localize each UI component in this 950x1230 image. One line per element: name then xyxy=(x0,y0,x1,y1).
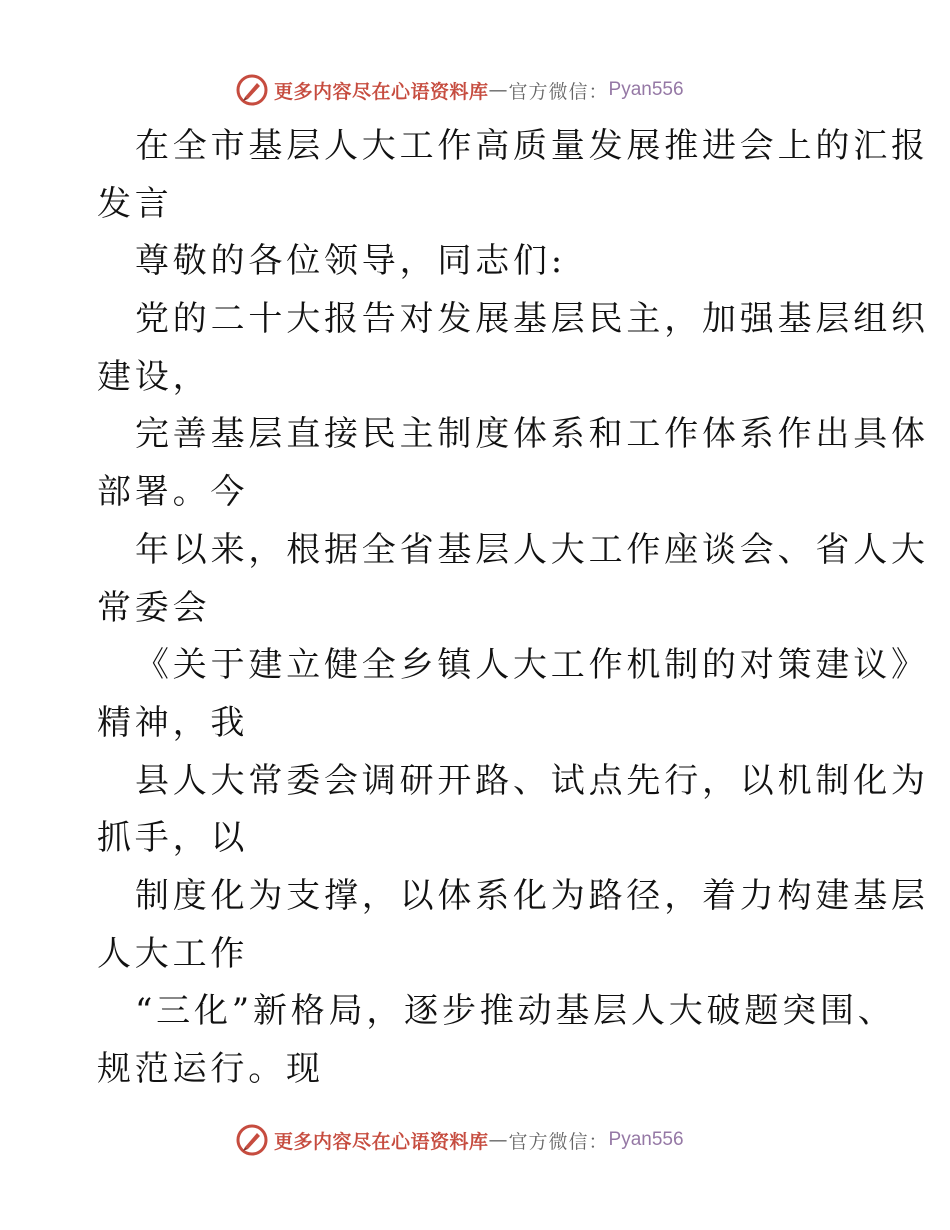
document-line: 《关于建立健全乡镇人大工作机制的对策建议》 xyxy=(135,645,929,686)
document-line: 抓手，以 xyxy=(97,818,249,859)
watermark-header xyxy=(236,72,684,108)
document-line: 发言 xyxy=(97,183,173,224)
document-body xyxy=(97,118,929,1099)
document-line: 尊敬的各位领导，同志们: xyxy=(135,241,567,282)
document-line: “三化”新格局，逐步推动基层人大破题突围、 xyxy=(135,991,896,1032)
document-line: 年以来，根据全省基层人大工作座谈会、省人大 xyxy=(135,529,929,570)
document-line: 党的二十大报告对发展基层民主，加强基层组织 xyxy=(135,299,929,340)
document-line: 制度化为支撑，以体系化为路径，着力构建基层 xyxy=(135,875,929,916)
watermark-site-name: 更多内容尽在心语资料库 xyxy=(274,1130,489,1153)
pen-logo-icon xyxy=(236,1124,268,1156)
watermark-dash: — xyxy=(488,1129,509,1151)
document-line: 部署。今 xyxy=(97,472,249,513)
document-line: 县人大常委会调研开路、试点先行，以机制化为 xyxy=(135,760,929,801)
document-line: 规范运行。现 xyxy=(97,1049,324,1089)
watermark-footer xyxy=(236,1122,684,1158)
watermark-site-name: 更多内容尽在心语资料库 xyxy=(274,80,489,103)
watermark-dash: — xyxy=(488,79,509,101)
watermark-wechat-id: Pyan556 xyxy=(608,79,684,100)
document-line: 常委会 xyxy=(97,587,211,628)
watermark-official-label: 官方微信： xyxy=(508,80,609,103)
document-line: 完善基层直接民主制度体系和工作体系作出具体 xyxy=(135,414,929,455)
document-line: 人大工作 xyxy=(97,933,249,974)
document-line: 在全市基层人大工作高质量发展推进会上的汇报 xyxy=(135,126,929,166)
document-line: 精神，我 xyxy=(97,702,249,743)
document-line: 建设， xyxy=(97,356,211,397)
pen-logo-icon xyxy=(236,74,268,106)
watermark-official-label: 官方微信： xyxy=(508,1130,609,1153)
watermark-wechat-id: Pyan556 xyxy=(608,1129,684,1150)
